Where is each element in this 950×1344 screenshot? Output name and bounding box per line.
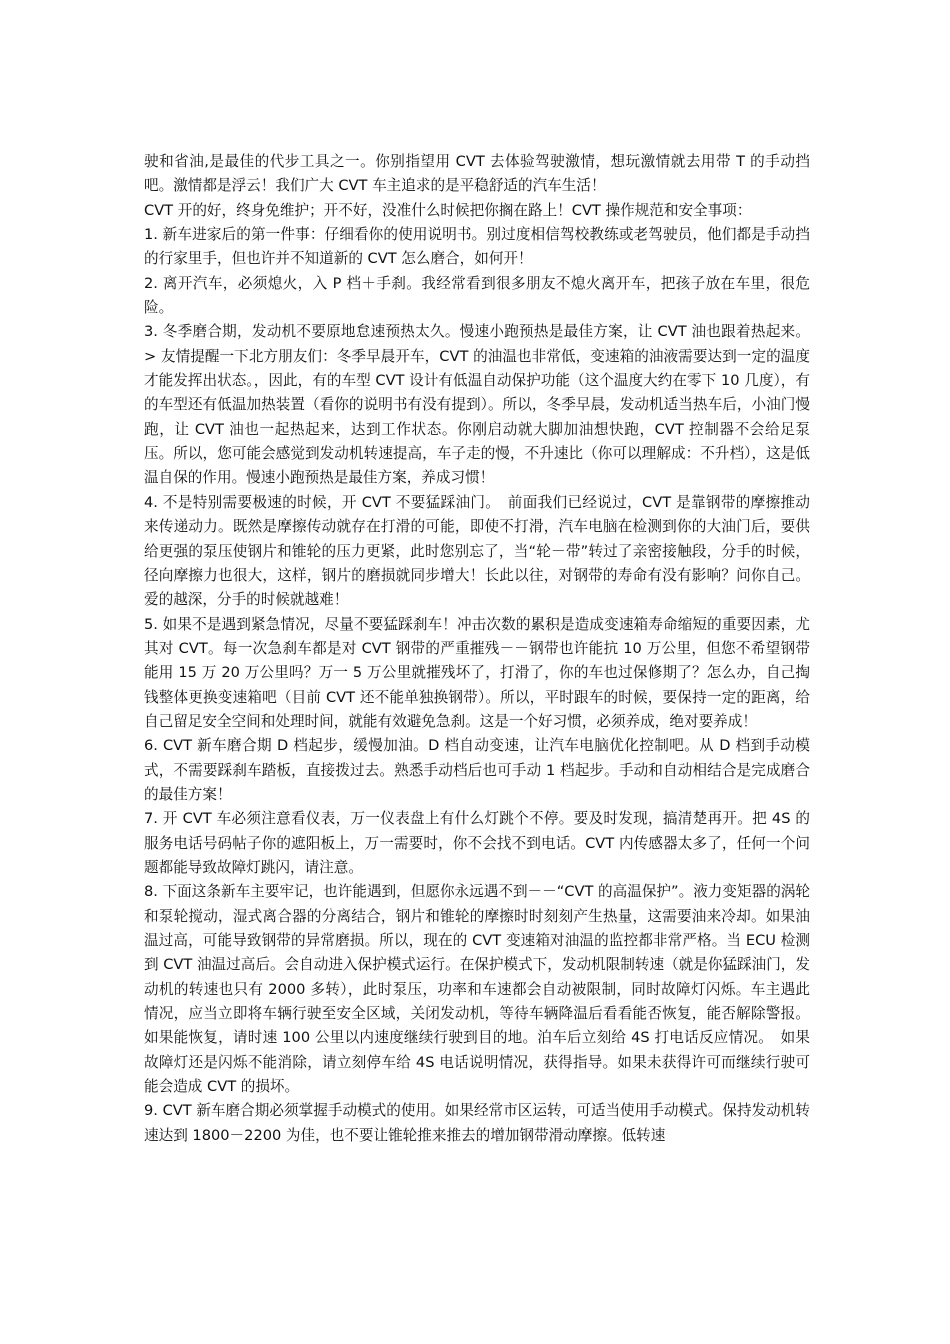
paragraph-summary: CVT 开的好，终身免维护；开不好，没准什么时候把你搁在路上！CVT 操作规范和安全事项： [144,201,752,219]
paragraph-item-3: 3. 冬季磨合期，发动机不要原地怠速预热太久。慢速小跑预热是最佳方案，让 CVT 油也跟着热起来。> 友情提醒一下北方朋友们：冬季早晨开车，CVT 的油温也非常低，变速箱的油液需要达到一定的温度才能发挥出状态。，因此，有的车型 CVT 设计有低温自动保护功能（这个温度大约在零下 10 几度），有的车型还有低温加热装置（看你的说明书有没有提到）。所以，冬季早晨，发动机适当热车后，小油门慢跑，让 CVT 油也一起热起来，达到工作状态。你刚启动就大脚加油想快跑，CVT 控制器不会给足泵压。所以，您可能会感觉到发动机转速提高，车子走的慢，不升速比（你可以理解成：不升档），这是低温自保的作用。慢速小跑预热是最佳方案，养成习惯！ [144,323,810,487]
paragraph-item-7: 7. 开 CVT 车必须注意看仪表，万一仪表盘上有什么灯跳个不停。要及时发现，搞清楚再开。把 4S 的服务电话号码帖子你的遮阳板上，万一需要时，你不会找不到电话。CVT 内传感器太多了，任何一个问题都能导致故障灯跳闪，请注意。 [144,810,810,876]
paragraph-item-1: 1. 新车进家后的第一件事：仔细看你的使用说明书。别过度相信驾校教练或老驾驶员，他们都是手动挡的行家里手，但也许并不知道新的 CVT 怎么磨合，如何开！ [144,226,810,268]
paragraph-item-8: 8. 下面这条新车主要牢记，也许能遇到，但愿你永远遇不到－－“CVT 的高温保护”。液力变矩器的涡轮和泵轮搅动，湿式离合器的分离结合，钢片和锥轮的摩擦时时刻刻产生热量，这需要油来冷却。如果油温过高，可能导致钢带的异常磨损。所以，现在的 CVT 变速箱对油温的监控都非常严格。当 ECU 检测到 CVT 油温过高后。会自动进入保护模式运行。在保护模式下，发动机限制转速（就是你猛踩油门，发动机的转速也只有 2000 多转），此时泵压，功率和车速都会自动被限制，同时故障灯闪烁。车主遇此情况，应当立即将车辆行驶至安全区域，关闭发动机，等待车辆降温后看看能否恢复，能否解除警报。如果能恢复，请时速 100 公里以内速度继续行驶到目的地。泊车后立刻给 4S 打电话反应情况。 如果故障灯还是闪烁不能消除，请立刻停车给 4S 电话说明情况，获得指导。如果未获得许可而继续行驶可能会造成 CVT 的损坏。 [144,883,810,1096]
paragraph-item-5: 5. 如果不是遇到紧急情况，尽量不要猛踩刹车！冲击次数的累积是造成变速箱寿命缩短的重要因素，尤其对 CVT。每一次急刹车都是对 CVT 钢带的严重摧残－－钢带也许能抗 10 万公里，但您不希望钢带能用 15 万 20 万公里吗？万一 5 万公里就摧残坏了，打滑了，你的车也过保修期了？怎么办，自己掏钱整体更换变速箱吧（目前 CVT 还不能单独换钢带）。所以，平时跟车的时候，要保持一定的距离，给自己留足安全空间和处理时间，就能有效避免急刹。这是一个好习惯，必须养成，绝对要养成！ [144,615,810,730]
paragraph-item-4: 4. 不是特别需要极速的时候，开 CVT 不要猛踩油门。 前面我们已经说过，CVT 是靠钢带的摩擦推动来传递动力。既然是摩擦传动就存在打滑的可能，即使不打滑，汽车电脑在检测到你的大油门后，要供给更强的泵压使钢片和锥轮的压力更紧，此时您别忘了，当“轮－带”转过了亲密接触段，分手的时候，径向摩擦力也很大，这样，钢片的磨损就同步增大！长此以往，对钢带的寿命有没有影响？问你自己。爱的越深，分手的时候就越难！ [144,493,810,609]
paragraph-item-9: 9. CVT 新车磨合期必须掌握手动模式的使用。如果经常市区运转，可适当使用手动模式。保持发动机转速达到 1800－2200 为佳，也不要让锥轮推来推去的增加钢带滑动摩擦。低转速 [144,1102,810,1144]
paragraph-item-6: 6. CVT 新车磨合期 D 档起步，缓慢加油。D 档自动变速，让汽车电脑优化控制吧。从 D 档到手动模式，不需要踩刹车踏板，直接拨过去。熟悉手动档后也可手动 1 档起步。手动和自动相结合是完成磨合的最佳方案！ [144,737,810,803]
paragraph-item-2: 2. 离开汽车，必须熄火，入 P 档＋手刹。我经常看到很多朋友不熄火离开车，把孩子放在车里，很危险。 [144,274,810,317]
paragraph-intro: 驶和省油,是最佳的代步工具之一。你别指望用 CVT 去体验驾驶激情，想玩激情就去用带 T 的手动挡吧。激情都是浮云！我们广大 CVT 车主追求的是平稳舒适的汽车生活！ [144,153,810,195]
document-body [144,150,810,1148]
